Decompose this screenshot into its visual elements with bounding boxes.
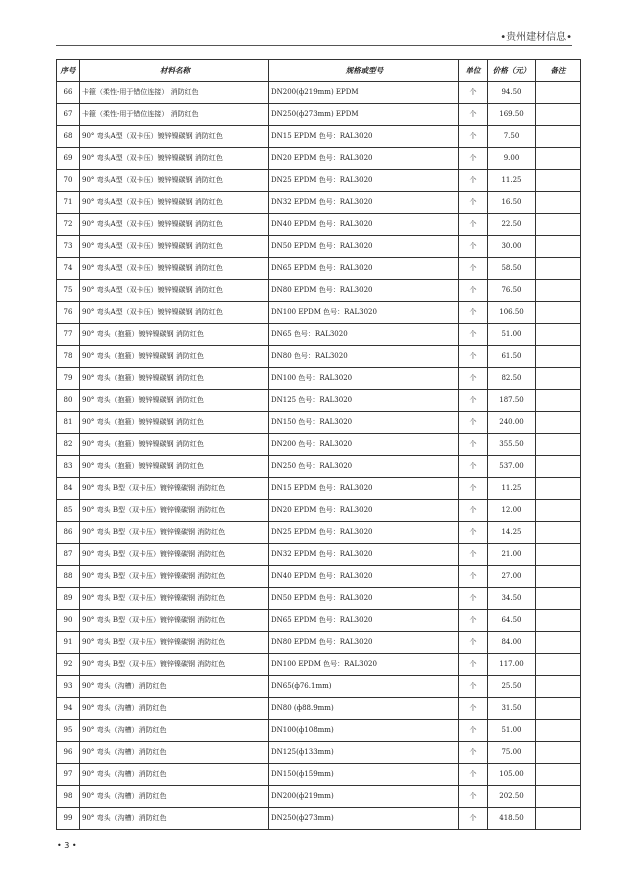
- table-row: [57, 676, 581, 698]
- table-row: [57, 192, 581, 214]
- cell-number: 84: [57, 478, 80, 500]
- table-row: [57, 698, 581, 720]
- cell-specification: DN25 EPDM 色号：RAL3020: [269, 170, 459, 192]
- cell-remarks: [536, 346, 581, 368]
- cell-price: 76.50: [488, 280, 536, 302]
- table-row: [57, 148, 581, 170]
- cell-remarks: [536, 588, 581, 610]
- table-row: [57, 742, 581, 764]
- cell-remarks: [536, 324, 581, 346]
- table-row: [57, 544, 581, 566]
- cell-remarks: [536, 236, 581, 258]
- cell-remarks: [536, 368, 581, 390]
- cell-unit: 个: [459, 676, 488, 698]
- cell-remarks: [536, 82, 581, 104]
- cell-price: 11.25: [488, 478, 536, 500]
- cell-specification: DN80 EPDM 色号：RAL3020: [269, 280, 459, 302]
- cell-material-name: 90° 弯头 B型（双卡压）镀锌镍碳钢 消防红色: [80, 478, 269, 500]
- cell-number: 81: [57, 412, 80, 434]
- cell-unit: 个: [459, 104, 488, 126]
- table-row: [57, 412, 581, 434]
- table-row: [57, 346, 581, 368]
- price-table: [56, 59, 581, 830]
- cell-material-name: 90° 弯头A型（双卡压）镀锌镍碳钢 消防红色: [80, 258, 269, 280]
- cell-remarks: [536, 104, 581, 126]
- cell-remarks: [536, 478, 581, 500]
- cell-specification: DN25 EPDM 色号：RAL3020: [269, 522, 459, 544]
- cell-remarks: [536, 544, 581, 566]
- cell-number: 85: [57, 500, 80, 522]
- table-row: [57, 170, 581, 192]
- cell-number: 78: [57, 346, 80, 368]
- column-header-unit: 单位: [459, 60, 488, 82]
- cell-number: 75: [57, 280, 80, 302]
- cell-unit: 个: [459, 786, 488, 808]
- cell-number: 70: [57, 170, 80, 192]
- cell-unit: 个: [459, 214, 488, 236]
- table-row: [57, 500, 581, 522]
- cell-unit: 个: [459, 126, 488, 148]
- cell-remarks: [536, 786, 581, 808]
- cell-number: 86: [57, 522, 80, 544]
- table-row: [57, 654, 581, 676]
- cell-material-name: 卡箍（柔性-用于错位连接） 消防红色: [80, 104, 269, 126]
- cell-material-name: 90° 弯头 B型（双卡压）镀锌镍碳钢 消防红色: [80, 522, 269, 544]
- cell-remarks: [536, 764, 581, 786]
- cell-price: 94.50: [488, 82, 536, 104]
- cell-unit: 个: [459, 698, 488, 720]
- cell-specification: DN15 EPDM 色号：RAL3020: [269, 478, 459, 500]
- cell-remarks: [536, 500, 581, 522]
- cell-price: 105.00: [488, 764, 536, 786]
- cell-remarks: [536, 742, 581, 764]
- cell-specification: DN125 色号：RAL3020: [269, 390, 459, 412]
- cell-remarks: [536, 434, 581, 456]
- cell-unit: 个: [459, 434, 488, 456]
- header-divider: [56, 45, 572, 46]
- cell-specification: DN32 EPDM 色号：RAL3020: [269, 192, 459, 214]
- cell-material-name: 90° 弯头（沟槽）消防红色: [80, 720, 269, 742]
- cell-unit: 个: [459, 82, 488, 104]
- cell-specification: DN250 色号：RAL3020: [269, 456, 459, 478]
- cell-unit: 个: [459, 610, 488, 632]
- cell-unit: 个: [459, 324, 488, 346]
- cell-remarks: [536, 654, 581, 676]
- cell-number: 79: [57, 368, 80, 390]
- cell-number: 72: [57, 214, 80, 236]
- cell-number: 95: [57, 720, 80, 742]
- cell-price: 202.50: [488, 786, 536, 808]
- table-row: [57, 236, 581, 258]
- cell-material-name: 90° 弯头 B型（双卡压）镀锌镍碳钢 消防红色: [80, 500, 269, 522]
- cell-unit: 个: [459, 280, 488, 302]
- cell-material-name: 90° 弯头 B型（双卡压）镀锌镍碳钢 消防红色: [80, 632, 269, 654]
- cell-specification: DN40 EPDM 色号：RAL3020: [269, 214, 459, 236]
- cell-specification: DN250(ф273mm) EPDM: [269, 104, 459, 126]
- table-row: [57, 588, 581, 610]
- table-row: [57, 808, 581, 830]
- cell-price: 418.50: [488, 808, 536, 830]
- cell-price: 169.50: [488, 104, 536, 126]
- cell-number: 74: [57, 258, 80, 280]
- cell-price: 25.50: [488, 676, 536, 698]
- cell-remarks: [536, 632, 581, 654]
- cell-unit: 个: [459, 808, 488, 830]
- table-row: [57, 214, 581, 236]
- cell-specification: DN200 色号：RAL3020: [269, 434, 459, 456]
- cell-number: 97: [57, 764, 80, 786]
- table-row: [57, 82, 581, 104]
- cell-price: 11.25: [488, 170, 536, 192]
- cell-material-name: 90° 弯头（抱箍）镀锌镍碳钢 消防红色: [80, 324, 269, 346]
- cell-number: 98: [57, 786, 80, 808]
- table-header-row: [57, 60, 581, 82]
- cell-specification: DN80 色号：RAL3020: [269, 346, 459, 368]
- column-header-specification: 规格或型号: [269, 60, 459, 82]
- cell-unit: 个: [459, 720, 488, 742]
- cell-price: 117.00: [488, 654, 536, 676]
- cell-specification: DN65 EPDM 色号：RAL3020: [269, 258, 459, 280]
- cell-material-name: 90° 弯头 B型（双卡压）镀锌镍碳钢 消防红色: [80, 544, 269, 566]
- cell-unit: 个: [459, 522, 488, 544]
- cell-price: 34.50: [488, 588, 536, 610]
- cell-specification: DN100 EPDM 色号：RAL3020: [269, 302, 459, 324]
- cell-price: 27.00: [488, 566, 536, 588]
- cell-number: 96: [57, 742, 80, 764]
- table-row: [57, 104, 581, 126]
- table-row: [57, 258, 581, 280]
- cell-unit: 个: [459, 742, 488, 764]
- cell-number: 89: [57, 588, 80, 610]
- cell-specification: DN150 色号：RAL3020: [269, 412, 459, 434]
- cell-price: 84.00: [488, 632, 536, 654]
- cell-unit: 个: [459, 170, 488, 192]
- cell-specification: DN150(ф159mm): [269, 764, 459, 786]
- cell-price: 30.00: [488, 236, 536, 258]
- cell-number: 73: [57, 236, 80, 258]
- cell-specification: DN200(ф219mm): [269, 786, 459, 808]
- cell-remarks: [536, 148, 581, 170]
- cell-material-name: 90° 弯头 B型（双卡压）镀锌镍碳钢 消防红色: [80, 654, 269, 676]
- cell-unit: 个: [459, 258, 488, 280]
- document-header-title: •贵州建材信息•: [500, 32, 572, 43]
- cell-material-name: 90° 弯头A型（双卡压）镀锌镍碳钢 消防红色: [80, 126, 269, 148]
- table-row: [57, 566, 581, 588]
- cell-unit: 个: [459, 478, 488, 500]
- cell-number: 87: [57, 544, 80, 566]
- cell-material-name: 90° 弯头（抱箍）镀锌镍碳钢 消防红色: [80, 368, 269, 390]
- table-row: [57, 456, 581, 478]
- cell-remarks: [536, 522, 581, 544]
- cell-material-name: 90° 弯头A型（双卡压）镀锌镍碳钢 消防红色: [80, 192, 269, 214]
- cell-number: 66: [57, 82, 80, 104]
- cell-material-name: 90° 弯头（沟槽）消防红色: [80, 698, 269, 720]
- cell-price: 31.50: [488, 698, 536, 720]
- cell-unit: 个: [459, 236, 488, 258]
- cell-material-name: 卡箍（柔性-用于错位连接） 消防红色: [80, 82, 269, 104]
- cell-material-name: 90° 弯头（沟槽）消防红色: [80, 786, 269, 808]
- cell-remarks: [536, 280, 581, 302]
- cell-remarks: [536, 192, 581, 214]
- cell-price: 61.50: [488, 346, 536, 368]
- cell-material-name: 90° 弯头（沟槽）消防红色: [80, 676, 269, 698]
- table-row: [57, 764, 581, 786]
- cell-unit: 个: [459, 566, 488, 588]
- cell-number: 80: [57, 390, 80, 412]
- cell-remarks: [536, 610, 581, 632]
- cell-specification: DN100(ф108mm): [269, 720, 459, 742]
- cell-specification: DN200(ф219mm) EPDM: [269, 82, 459, 104]
- cell-price: 64.50: [488, 610, 536, 632]
- cell-specification: DN250(ф273mm): [269, 808, 459, 830]
- cell-material-name: 90° 弯头（抱箍）镀锌镍碳钢 消防红色: [80, 434, 269, 456]
- cell-unit: 个: [459, 346, 488, 368]
- cell-remarks: [536, 676, 581, 698]
- cell-number: 71: [57, 192, 80, 214]
- cell-price: 14.25: [488, 522, 536, 544]
- cell-number: 77: [57, 324, 80, 346]
- cell-specification: DN50 EPDM 色号：RAL3020: [269, 588, 459, 610]
- cell-number: 88: [57, 566, 80, 588]
- cell-material-name: 90° 弯头 B型（双卡压）镀锌镍碳钢 消防红色: [80, 610, 269, 632]
- table-row: [57, 632, 581, 654]
- cell-price: 82.50: [488, 368, 536, 390]
- column-header-material-name: 材料名称: [80, 60, 269, 82]
- cell-number: 67: [57, 104, 80, 126]
- table-row: [57, 434, 581, 456]
- cell-material-name: 90° 弯头A型（双卡压）镀锌镍碳钢 消防红色: [80, 236, 269, 258]
- cell-specification: DN100 色号：RAL3020: [269, 368, 459, 390]
- table-row: [57, 522, 581, 544]
- cell-unit: 个: [459, 588, 488, 610]
- column-header-number: 序号: [57, 60, 80, 82]
- cell-price: 9.00: [488, 148, 536, 170]
- cell-price: 7.50: [488, 126, 536, 148]
- cell-remarks: [536, 808, 581, 830]
- cell-specification: DN20 EPDM 色号：RAL3020: [269, 148, 459, 170]
- cell-material-name: 90° 弯头（抱箍）镀锌镍碳钢 消防红色: [80, 390, 269, 412]
- cell-remarks: [536, 258, 581, 280]
- cell-unit: 个: [459, 368, 488, 390]
- cell-remarks: [536, 390, 581, 412]
- cell-price: 12.00: [488, 500, 536, 522]
- cell-material-name: 90° 弯头（抱箍）镀锌镍碳钢 消防红色: [80, 346, 269, 368]
- table-row: [57, 390, 581, 412]
- cell-material-name: 90° 弯头A型（双卡压）镀锌镍碳钢 消防红色: [80, 214, 269, 236]
- cell-unit: 个: [459, 500, 488, 522]
- cell-specification: DN100 EPDM 色号：RAL3020: [269, 654, 459, 676]
- cell-unit: 个: [459, 390, 488, 412]
- cell-specification: DN32 EPDM 色号：RAL3020: [269, 544, 459, 566]
- cell-material-name: 90° 弯头（沟槽）消防红色: [80, 808, 269, 830]
- cell-material-name: 90° 弯头 B型（双卡压）镀锌镍碳钢 消防红色: [80, 588, 269, 610]
- cell-number: 90: [57, 610, 80, 632]
- cell-remarks: [536, 456, 581, 478]
- cell-specification: DN50 EPDM 色号：RAL3020: [269, 236, 459, 258]
- cell-unit: 个: [459, 192, 488, 214]
- cell-number: 91: [57, 632, 80, 654]
- cell-number: 99: [57, 808, 80, 830]
- cell-number: 68: [57, 126, 80, 148]
- cell-unit: 个: [459, 632, 488, 654]
- cell-remarks: [536, 170, 581, 192]
- cell-remarks: [536, 698, 581, 720]
- cell-remarks: [536, 412, 581, 434]
- cell-material-name: 90° 弯头A型（双卡压）镀锌镍碳钢 消防红色: [80, 148, 269, 170]
- column-header-remarks: 备注: [536, 60, 581, 82]
- table-row: [57, 720, 581, 742]
- cell-remarks: [536, 302, 581, 324]
- cell-material-name: 90° 弯头A型（双卡压）镀锌镍碳钢 消防红色: [80, 170, 269, 192]
- cell-unit: 个: [459, 544, 488, 566]
- cell-material-name: 90° 弯头 B型（双卡压）镀锌镍碳钢 消防红色: [80, 566, 269, 588]
- cell-number: 83: [57, 456, 80, 478]
- table-row: [57, 610, 581, 632]
- cell-material-name: 90° 弯头A型（双卡压）镀锌镍碳钢 消防红色: [80, 302, 269, 324]
- cell-material-name: 90° 弯头（沟槽）消防红色: [80, 764, 269, 786]
- table-row: [57, 478, 581, 500]
- page-number: • 3 •: [57, 841, 77, 850]
- cell-number: 76: [57, 302, 80, 324]
- cell-specification: DN125(ф133mm): [269, 742, 459, 764]
- cell-unit: 个: [459, 148, 488, 170]
- cell-material-name: 90° 弯头（抱箍）镀锌镍碳钢 消防红色: [80, 456, 269, 478]
- cell-unit: 个: [459, 412, 488, 434]
- cell-specification: DN65(ф76.1mm): [269, 676, 459, 698]
- cell-number: 93: [57, 676, 80, 698]
- cell-remarks: [536, 720, 581, 742]
- cell-material-name: 90° 弯头（沟槽）消防红色: [80, 742, 269, 764]
- cell-specification: DN15 EPDM 色号：RAL3020: [269, 126, 459, 148]
- cell-unit: 个: [459, 302, 488, 324]
- cell-price: 21.00: [488, 544, 536, 566]
- cell-price: 51.00: [488, 324, 536, 346]
- cell-specification: DN80 EPDM 色号：RAL3020: [269, 632, 459, 654]
- cell-remarks: [536, 214, 581, 236]
- cell-price: 22.50: [488, 214, 536, 236]
- table-body: [57, 82, 581, 830]
- table-row: [57, 368, 581, 390]
- cell-unit: 个: [459, 764, 488, 786]
- cell-number: 82: [57, 434, 80, 456]
- cell-price: 240.00: [488, 412, 536, 434]
- cell-price: 16.50: [488, 192, 536, 214]
- cell-material-name: 90° 弯头（抱箍）镀锌镍碳钢 消防红色: [80, 412, 269, 434]
- table-row: [57, 324, 581, 346]
- cell-unit: 个: [459, 456, 488, 478]
- cell-specification: DN65 色号：RAL3020: [269, 324, 459, 346]
- cell-number: 94: [57, 698, 80, 720]
- cell-price: 106.50: [488, 302, 536, 324]
- cell-price: 355.50: [488, 434, 536, 456]
- table-row: [57, 786, 581, 808]
- cell-specification: DN20 EPDM 色号：RAL3020: [269, 500, 459, 522]
- cell-specification: DN80 (ф88.9mm): [269, 698, 459, 720]
- cell-specification: DN40 EPDM 色号：RAL3020: [269, 566, 459, 588]
- table-row: [57, 280, 581, 302]
- cell-number: 69: [57, 148, 80, 170]
- cell-material-name: 90° 弯头A型（双卡压）镀锌镍碳钢 消防红色: [80, 280, 269, 302]
- table-row: [57, 126, 581, 148]
- cell-price: 187.50: [488, 390, 536, 412]
- cell-price: 537.00: [488, 456, 536, 478]
- cell-price: 75.00: [488, 742, 536, 764]
- cell-price: 58.50: [488, 258, 536, 280]
- cell-price: 51.00: [488, 720, 536, 742]
- cell-remarks: [536, 566, 581, 588]
- cell-specification: DN65 EPDM 色号：RAL3020: [269, 610, 459, 632]
- cell-number: 92: [57, 654, 80, 676]
- cell-remarks: [536, 126, 581, 148]
- cell-unit: 个: [459, 654, 488, 676]
- table-row: [57, 302, 581, 324]
- column-header-price: 价格（元）: [488, 60, 536, 82]
